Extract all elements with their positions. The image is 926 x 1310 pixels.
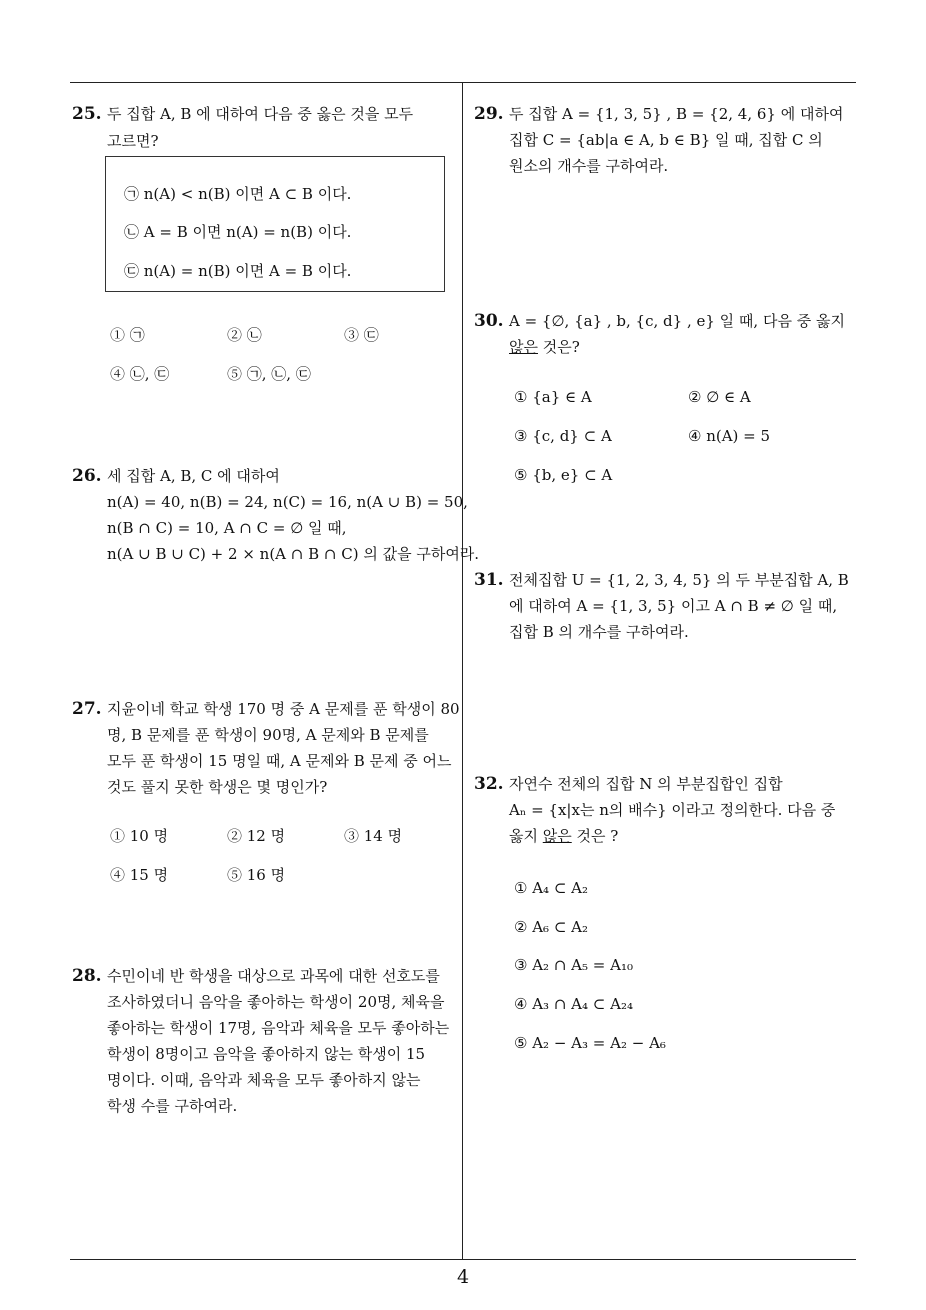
choice-1[interactable]: ① ㉠ [110, 326, 145, 344]
choice-2[interactable]: ② ∅ ∈ A [688, 388, 751, 406]
question-text: 좋아하는 학생이 17명, 음악과 체육을 모두 좋아하는 [107, 1019, 450, 1037]
question-number: 30. [474, 311, 504, 331]
question-text: 수민이네 반 학생을 대상으로 과목에 대한 선호도를 [107, 967, 440, 985]
question-text: 학생이 8명이고 음악을 좋아하지 않는 학생이 15 [107, 1045, 426, 1063]
choice-3[interactable]: ③ {c, d} ⊂ A [514, 427, 612, 445]
choice-2[interactable]: ② A₆ ⊂ A₂ [514, 918, 589, 936]
question-text: 원소의 개수를 구하여라. [509, 157, 669, 175]
question-text-rest: 것은? [537, 338, 580, 356]
question-text: 전체집합 U = {1, 2, 3, 4, 5} 의 두 부분집합 A, B [509, 571, 849, 589]
choice-4[interactable]: ④ n(A) = 5 [688, 427, 771, 445]
question-text: 모두 푼 학생이 15 명일 때, A 문제와 B 문제 중 어느 [107, 752, 452, 770]
choice-3[interactable]: ③ 14 명 [344, 827, 403, 845]
choice-3[interactable]: ③ A₂ ∩ A₅ = A₁₀ [514, 956, 633, 974]
condition-box [105, 156, 445, 292]
choice-1[interactable]: ① A₄ ⊂ A₂ [514, 879, 589, 897]
choice-5[interactable]: ⑤ A₂ − A₃ = A₂ − A₆ [514, 1034, 666, 1052]
choice-4[interactable]: ④ ㉡, ㉢ [110, 365, 170, 383]
question-text: 세 집합 A, B, C 에 대하여 [107, 467, 280, 485]
question-number: 32. [474, 774, 504, 794]
question-text: 것도 풀지 못한 학생은 몇 명인가? [107, 778, 328, 796]
question-26 [72, 466, 480, 576]
question-text: 두 집합 A = {1, 3, 5} , B = {2, 4, 6} 에 대하여 [509, 105, 844, 123]
underlined-text: 않은 [509, 338, 538, 356]
question-text: n(B ∩ C) = 10, A ∩ C = ∅ 일 때, [107, 519, 347, 537]
choice-4[interactable]: ④ 15 명 [110, 866, 169, 884]
question-31 [474, 570, 859, 650]
choice-5[interactable]: ⑤ ㉠, ㉡, ㉢ [227, 365, 311, 383]
question-text: 명이다. 이때, 음악과 체육을 모두 좋아하지 않는 [107, 1071, 421, 1089]
choice-3[interactable]: ③ ㉢ [344, 326, 379, 344]
question-text: n(A) = 40, n(B) = 24, n(C) = 16, n(A ∪ B) = 50, [107, 493, 468, 511]
question-text [509, 826, 618, 846]
question-text [509, 337, 580, 357]
page-number: 4 [456, 1266, 470, 1288]
question-number: 27. [72, 699, 102, 719]
choice-5[interactable]: ⑤ 16 명 [227, 866, 286, 884]
question-25 [72, 104, 452, 394]
question-number: 25. [72, 104, 102, 124]
top-rule [70, 82, 856, 83]
underlined-text: 않은 [542, 827, 572, 845]
column-divider [462, 83, 463, 1260]
question-text: 지윤이네 학교 학생 170 명 중 A 문제를 푼 학생이 80 [107, 700, 460, 718]
question-text: 학생 수를 구하여라. [107, 1097, 238, 1115]
question-28 [72, 966, 457, 1126]
question-text: A = {∅, {a} , b, {c, d} , e} 일 때, 다음 중 옳지 [509, 312, 845, 330]
condition-item: ㉢ n(A) = n(B) 이면 A = B 이다. [124, 262, 352, 280]
question-text: 두 집합 A, B 에 대하여 다음 중 옳은 것을 모두 [107, 105, 414, 123]
question-text-rest: 것은 ? [571, 827, 619, 845]
question-text: 집합 C = {ab|a ∈ A, b ∈ B} 일 때, 집합 C 의 [509, 131, 823, 149]
question-30 [474, 311, 854, 491]
question-text: 집합 B 의 개수를 구하여라. [509, 623, 689, 641]
choice-5[interactable]: ⑤ {b, e} ⊂ A [514, 466, 613, 484]
question-number: 26. [72, 466, 102, 486]
question-text: 에 대하여 A = {1, 3, 5} 이고 A ∩ B ≠ ∅ 일 때, [509, 597, 838, 615]
question-number: 28. [72, 966, 102, 986]
choice-1[interactable]: ① 10 명 [110, 827, 169, 845]
choice-1[interactable]: ① {a} ∈ A [514, 388, 592, 406]
question-text-start: 옳지 [509, 827, 543, 845]
question-number: 29. [474, 104, 504, 124]
choice-4[interactable]: ④ A₃ ∩ A₄ ⊂ A₂₄ [514, 995, 633, 1013]
question-text: 고르면? [107, 132, 159, 150]
condition-item: ㉠ n(A) < n(B) 이면 A ⊂ B 이다. [124, 185, 352, 203]
question-text: n(A ∪ B ∪ C) + 2 × n(A ∩ B ∩ C) 의 값을 구하여라. [107, 545, 480, 563]
question-text: Aₙ = {x|x는 n의 배수} 이라고 정의한다. 다음 중 [509, 801, 836, 819]
question-number: 31. [474, 570, 504, 590]
choice-2[interactable]: ② 12 명 [227, 827, 286, 845]
question-text: 자연수 전체의 집합 N 의 부분집합인 집합 [509, 775, 783, 793]
condition-item: ㉡ A = B 이면 n(A) = n(B) 이다. [124, 223, 352, 241]
question-27 [72, 699, 460, 889]
question-text: 명, B 문제를 푼 학생이 90명, A 문제와 B 문제를 [107, 726, 429, 744]
choice-2[interactable]: ② ㉡ [227, 326, 262, 344]
question-29 [474, 104, 854, 184]
bottom-rule [70, 1259, 856, 1260]
question-32 [474, 774, 859, 1064]
question-text: 조사하였더니 음악을 좋아하는 학생이 20명, 체육을 [107, 993, 445, 1011]
